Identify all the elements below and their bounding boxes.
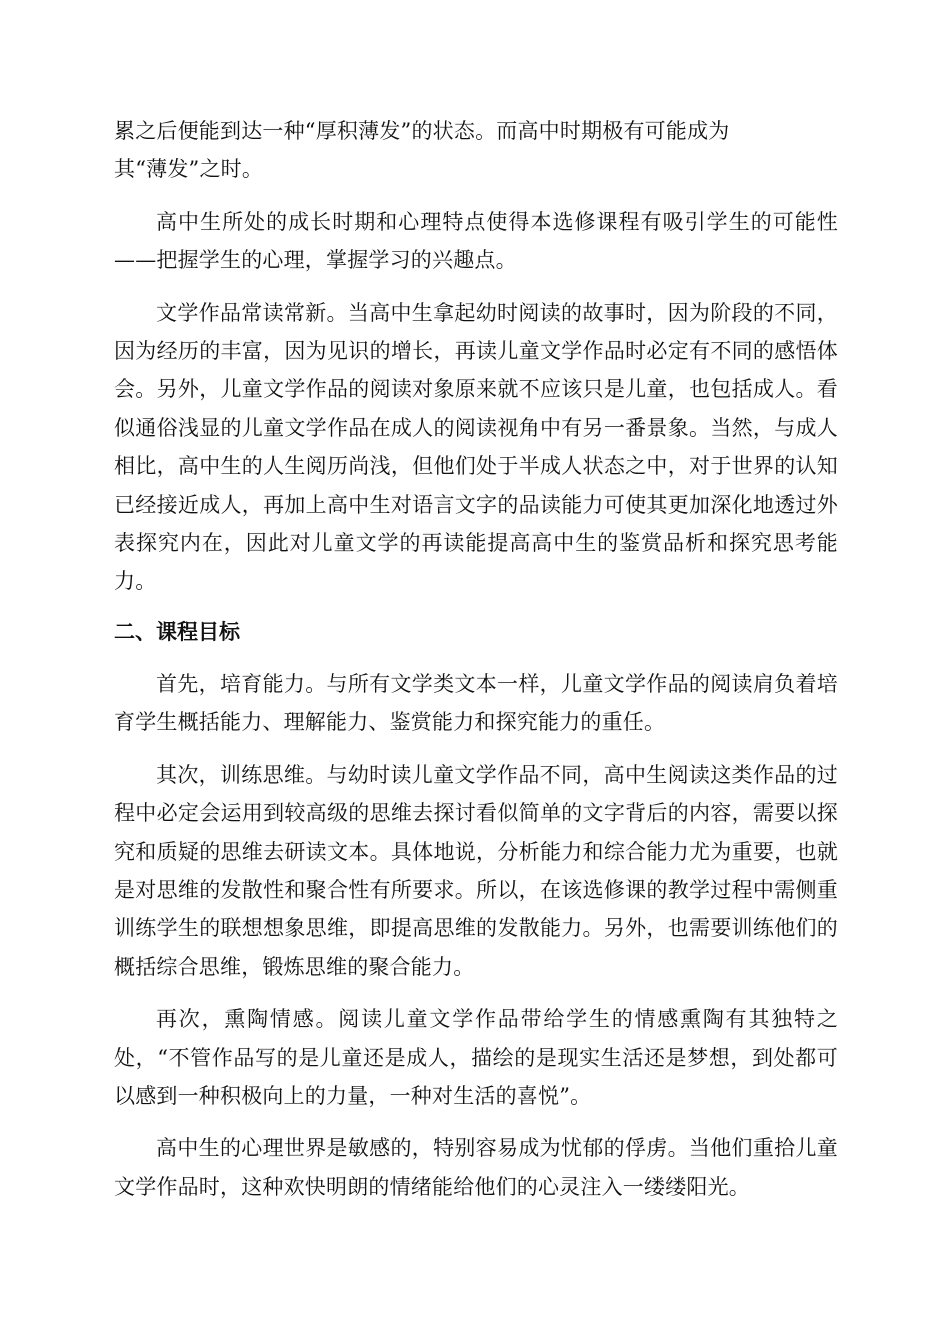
document-body — [114, 112, 838, 1206]
paragraph-rereading-literature: 文学作品常读常新。当高中生拿起幼时阅读的故事时，因为阶段的不同，因为经历的丰富，因为见识的增长，再读儿童文学作品时必定有不同的感悟体会。另外，儿童文学作品的阅读对象原来就不应该只是儿童，也包括成人。看似通俗浅显的儿童文学作品在成人的阅读视角中有另一番景象。当然，与成人相比，高中生的人生阅历尚浅，但他们处于半成人状态之中，对于世界的认知已经接近成人，再加上高中生对语言文字的品读能力可使其更加深化地透过外表探究内在，因此对儿童文学的再读能提高高中生的鉴赏品析和探究思考能力。 — [114, 300, 838, 594]
section-heading-course-goals: 二、课程目标 — [114, 619, 240, 644]
paragraph-line: 累之后便能到达一种“厚积薄发”的状态。而高中时期极有可能成为 — [114, 119, 730, 143]
paragraph-thinking-training: 其次，训练思维。与幼时读儿童文学作品不同，高中生阅读这类作品的过程中必定会运用到较高级的思维去探讨看似简单的文字背后的内容，需要以探究和质疑的思维去研读文本。具体地说，分析能力和综合能力尤为重要，也就是对思维的发散性和聚合性有所要求。所以，在该选修课的教学过程中需侧重训练学生的联想想象思维，即提高思维的发散能力。另外，也需要训练他们的概括综合思维，锻炼思维的聚合能力。 — [114, 762, 838, 979]
paragraph-continuation — [114, 112, 838, 189]
paragraph-development-stage: 高中生所处的成长时期和心理特点使得本选修课程有吸引学生的可能性——把握学生的心理，掌握学习的兴趣点。 — [114, 209, 838, 273]
paragraph-student-psychology: 高中生的心理世界是敏感的，特别容易成为忧郁的俘虏。当他们重拾儿童文学作品时，这种欢快明朗的情绪能给他们的心灵注入一缕缕阳光。 — [114, 1136, 838, 1199]
paragraph-emotional-cultivation: 再次，熏陶情感。阅读儿童文学作品带给学生的情感熏陶有其独特之处，“不管作品写的是儿童还是成人，描绘的是现实生活还是梦想，到处都可以感到一种积极向上的力量，一种对生活的喜悦”。 — [114, 1007, 838, 1108]
paragraph-ability-cultivation: 首先，培育能力。与所有文学类文本一样，儿童文学作品的阅读肩负着培育学生概括能力、理解能力、鉴赏能力和探究能力的重任。 — [114, 671, 838, 735]
paragraph-line: 其“薄发”之时。 — [114, 157, 264, 182]
